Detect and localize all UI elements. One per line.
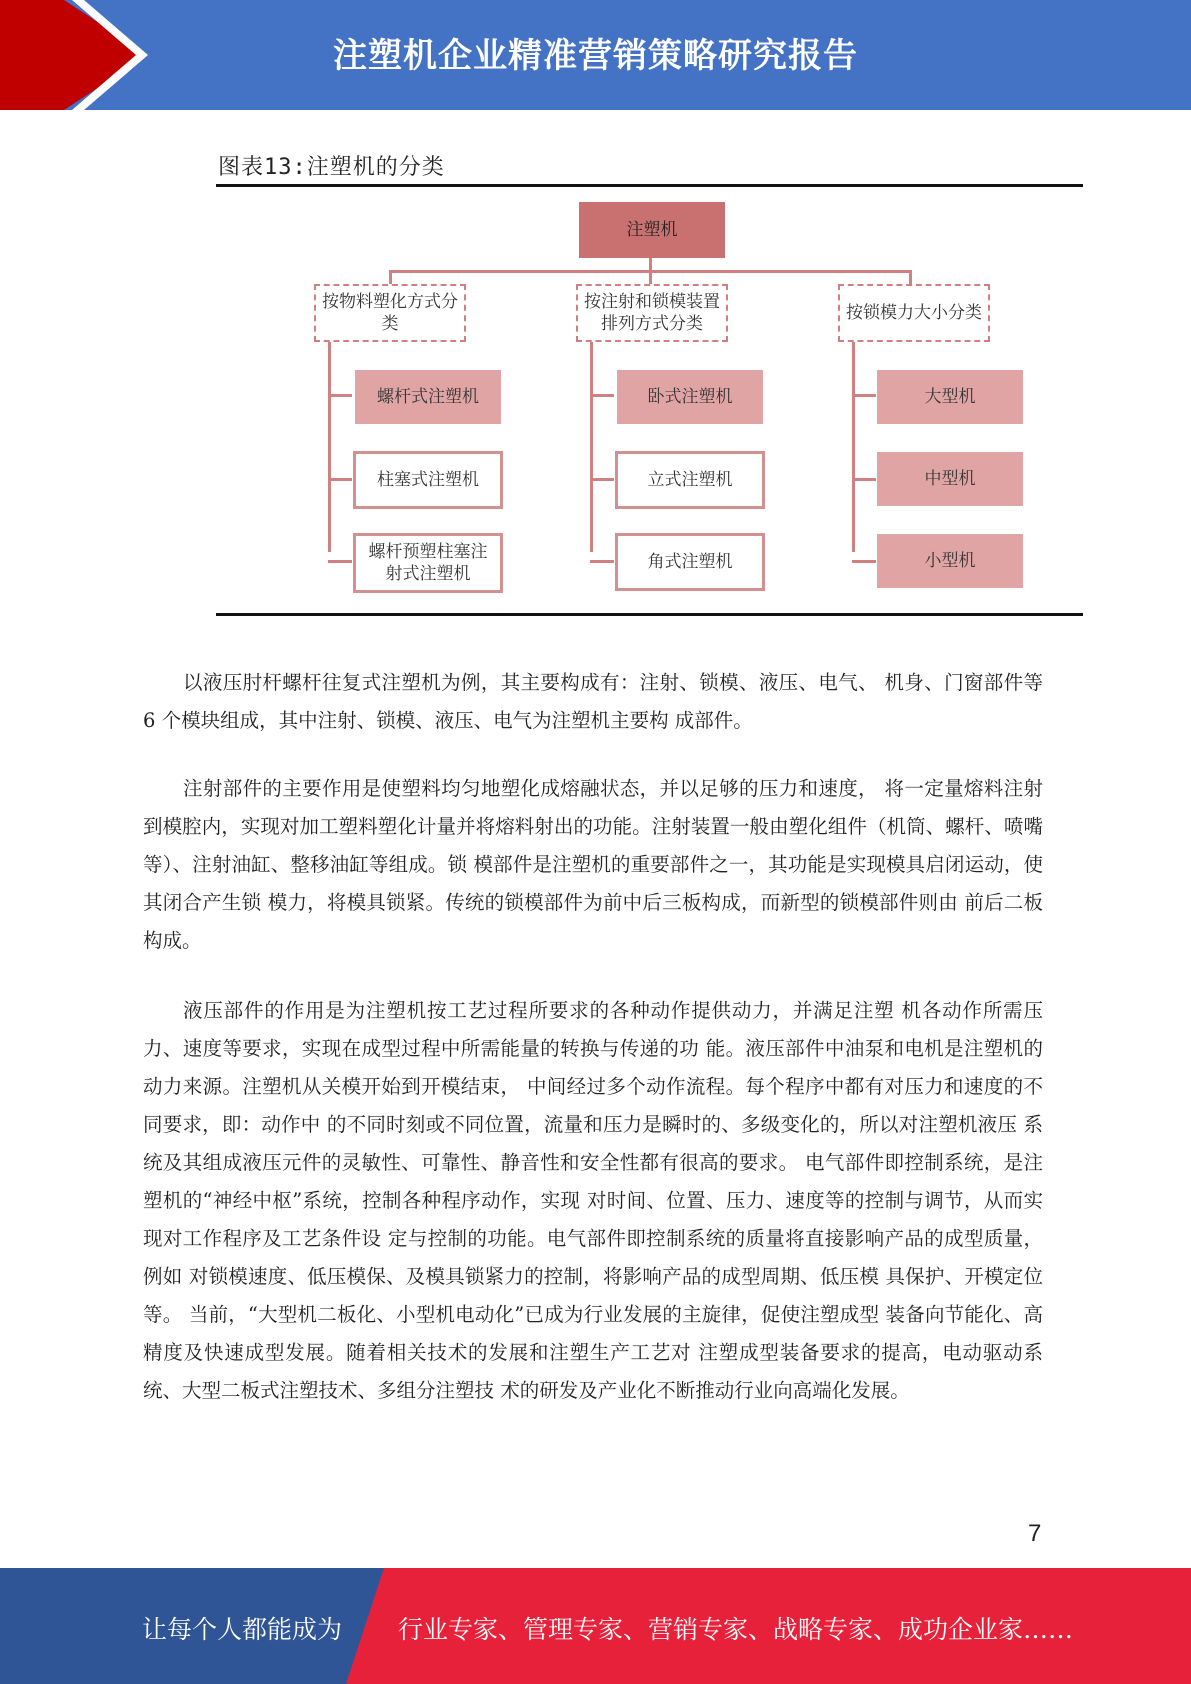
classification-item: 小型机 bbox=[877, 534, 1023, 588]
classification-item: 螺杆预塑柱塞注射式注塑机 bbox=[353, 533, 503, 593]
connector bbox=[649, 270, 652, 284]
page-footer bbox=[0, 1568, 1191, 1684]
classification-item: 立式注塑机 bbox=[615, 451, 765, 509]
category-node: 按锁模力大小分类 bbox=[838, 284, 990, 342]
category-node: 按物料塑化方式分类 bbox=[314, 284, 466, 342]
connector bbox=[590, 394, 614, 397]
figure-caption: 图表13:注塑机的分类 bbox=[218, 155, 445, 180]
classification-item: 中型机 bbox=[877, 452, 1023, 506]
classification-diagram bbox=[216, 190, 1083, 610]
connector bbox=[590, 342, 593, 552]
connector bbox=[852, 342, 855, 552]
connector bbox=[328, 478, 352, 481]
connector bbox=[852, 478, 876, 481]
connector bbox=[328, 342, 331, 552]
classification-item: 角式注塑机 bbox=[615, 533, 765, 591]
connector bbox=[590, 478, 614, 481]
body-paragraph: 液压部件的作用是为注塑机按工艺过程所要求的各种动作提供动力，并满足注塑 机各动作所需压力、速度等要求，实现在成型过程中所需能量的转换与传递的功 能。液压部件中油泵和电机是注塑机的动力来源。注塑机从关模开始到开模结束， 中间经过多个动作流程。每个程序中都有对压力和速度的不同要求，即：动作中 的不同时刻或不同位置，流量和压力是瞬时的、多级变化的，所以对注塑机液压 系统及其组成液压元件的灵敏性、可靠性、静音性和安全性都有很高的要求。 电气部件即控制系统，是注塑机的“神经中枢”系统，控制各种程序动作，实现 对时间、位置、压力、速度等的控制与调节，从而实现对工作程序及工艺条件设 定与控制的功能。电气部件即控制系统的质量将直接影响产品的成型质量，例如 对锁模速度、低压模保、及模具锁紧力的控制，将影响产品的成型周期、低压模 具保护、开模定位等。 当前，“大型机二板化、小型机电动化”已成为行业发展的主旋律，促使注塑成型 装备向节能化、高精度及快速成型发展。随着相关技术的发展和注塑生产工艺对 注塑成型装备要求的提高，电动驱动系统、大型二板式注塑技术、多组分注塑技 术的研发及产业化不断推动行业向高端化发展。 bbox=[143, 999, 1043, 1402]
connector bbox=[389, 270, 392, 284]
connector bbox=[328, 394, 352, 397]
connector bbox=[909, 270, 912, 284]
connector bbox=[590, 560, 614, 563]
figure-top-rule bbox=[216, 184, 1083, 187]
body-paragraph: 以液压肘杆螺杆往复式注塑机为例，其主要构成有：注射、锁模、液压、电气、 机身、门窗部件等 6 个模块组成，其中注射、锁模、液压、电气为注塑机主要构 成部件。 bbox=[143, 671, 1043, 732]
classification-item: 柱塞式注塑机 bbox=[353, 451, 503, 509]
classification-item: 大型机 bbox=[877, 370, 1023, 424]
connector bbox=[852, 560, 876, 563]
body-paragraph: 注射部件的主要作用是使塑料均匀地塑化成熔融状态，并以足够的压力和速度， 将一定量熔料注射到模腔内，实现对加工塑料塑化计量并将熔料射出的功能。注射装置一般由塑化组件（机筒、螺杆、喷嘴等）、注射油缸、整移油缸等组成。锁 模部件是注塑机的重要部件之一，其功能是实现模具启闭运动，使其闭合产生锁 模力，将模具锁紧。传统的锁模部件为前中后三板构成，而新型的锁模部件则由 前后二板构成。 bbox=[143, 777, 1043, 952]
classification-item: 卧式注塑机 bbox=[617, 370, 763, 424]
category-node: 按注射和锁模装置排列方式分类 bbox=[576, 284, 728, 342]
page-header bbox=[0, 0, 1191, 110]
connector bbox=[852, 394, 876, 397]
classification-item: 螺杆式注塑机 bbox=[355, 370, 501, 424]
header-title: 注塑机企业精准营销策略研究报告 bbox=[333, 36, 858, 76]
footer-slogan-right: 行业专家、管理专家、营销专家、战略专家、成功企业家…… bbox=[398, 1615, 1074, 1644]
footer-slogan-left: 让每个人都能成为 bbox=[142, 1615, 343, 1644]
figure-bottom-rule bbox=[216, 613, 1083, 616]
page-number: 7 bbox=[1028, 1520, 1042, 1547]
root-node: 注塑机 bbox=[579, 202, 725, 258]
connector bbox=[328, 560, 352, 563]
